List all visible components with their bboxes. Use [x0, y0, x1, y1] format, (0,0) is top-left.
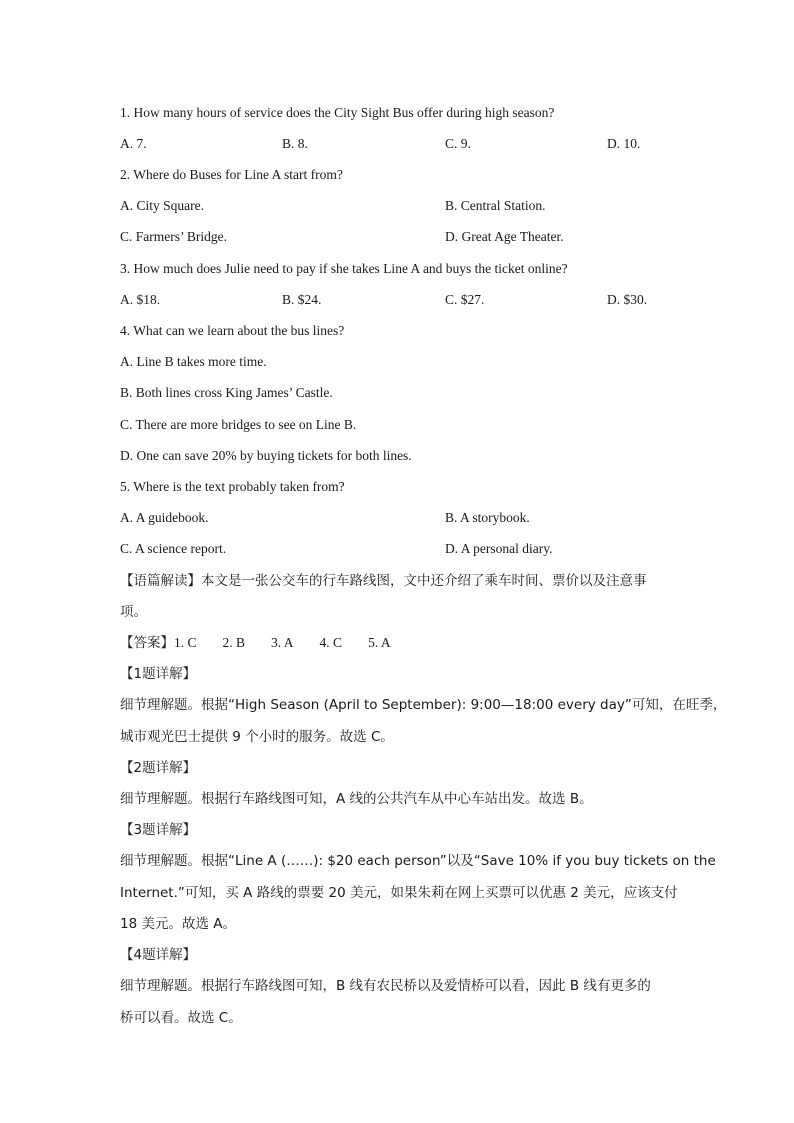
answers-row [120, 634, 674, 652]
detail-2-line: 细节理解题。根据行车路线图可知，A 线的公共汽车从中心车站出发。故选 B。 [120, 791, 593, 807]
answer-item: 1. C [174, 635, 197, 650]
option: B. Central Station. [445, 198, 546, 213]
detail-4-heading: 【4题详解】 [120, 947, 197, 963]
question-4-stem: 4. What can we learn about the bus lines? [120, 323, 345, 338]
detail-3-line: Internet.”可知，买 A 路线的票要 20 美元，如果朱莉在网上买票可以优惠 2 美元，应该支付 [120, 885, 678, 901]
option: D. A personal diary. [445, 541, 553, 556]
analysis-line-1: 【语篇解读】本文是一张公交车的行车路线图，文中还介绍了乘车时间、票价以及注意事 [120, 573, 647, 589]
detail-3-heading: 【3题详解】 [120, 822, 197, 838]
question-4-option-a: A. Line B takes more time. [120, 354, 267, 369]
question-1-stem: 1. How many hours of service does the City Sight Bus offer during high season? [120, 105, 555, 120]
option: C. Farmers’ Bridge. [120, 229, 227, 244]
question-4-option-b: B. Both lines cross King James’ Castle. [120, 385, 333, 400]
option: C. $27. [445, 292, 485, 307]
option: C. 9. [445, 136, 471, 151]
option: D. Great Age Theater. [445, 229, 564, 244]
option: B. 8. [282, 136, 308, 151]
detail-4-line: 细节理解题。根据行车路线图可知，B 线有农民桥以及爱情桥可以看，因此 B 线有更多的 [120, 978, 651, 994]
question-4-option-d: D. One can save 20% by buying tickets for both lines. [120, 448, 412, 463]
option: D. 10. [607, 136, 641, 151]
detail-1-line: 细节理解题。根据“High Season (April to September): 9:00—18:00 every day”可知，在旺季， [120, 697, 727, 713]
analysis-line-2: 项。 [120, 604, 147, 620]
answers-label: 【答案】 [120, 635, 174, 651]
question-3-stem: 3. How much does Julie need to pay if she takes Line A and buys the ticket online? [120, 261, 568, 276]
option: D. $30. [607, 292, 648, 307]
detail-1-heading: 【1题详解】 [120, 666, 197, 682]
option: A. $18. [120, 292, 161, 307]
detail-3-line: 18 美元。故选 A。 [120, 916, 236, 932]
question-2-stem: 2. Where do Buses for Line A start from? [120, 167, 343, 182]
answer-item: 5. A [368, 635, 391, 650]
answer-item: 3. A [271, 635, 294, 650]
option: A. 7. [120, 136, 147, 151]
option: A. A guidebook. [120, 510, 209, 525]
detail-1-line: 城市观光巴士提供 9 个小时的服务。故选 C。 [120, 729, 394, 745]
question-5-stem: 5. Where is the text probably taken from? [120, 479, 345, 494]
detail-2-heading: 【2题详解】 [120, 760, 197, 776]
answer-item: 4. C [319, 635, 343, 650]
option: A. City Square. [120, 198, 204, 213]
option: B. $24. [282, 292, 322, 307]
option: C. A science report. [120, 541, 227, 556]
option: B. A storybook. [445, 510, 530, 525]
answer-item: 2. B [222, 635, 246, 650]
detail-3-line: 细节理解题。根据“Line A (……): $20 each person”以及“Save 10% if you buy tickets on the [120, 853, 716, 869]
detail-4-line: 桥可以看。故选 C。 [120, 1010, 242, 1026]
question-4-option-c: C. There are more bridges to see on Line B. [120, 417, 357, 432]
